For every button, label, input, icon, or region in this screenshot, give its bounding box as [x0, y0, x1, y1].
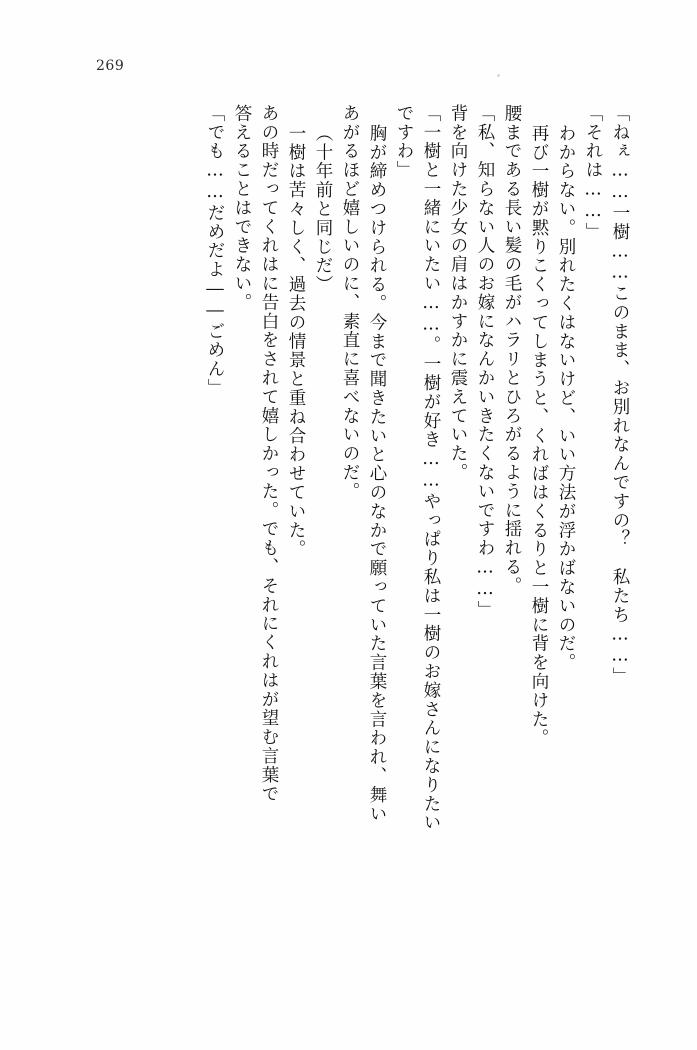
text-column: 「私、知らない人のお嫁になんかいきたくないですわ……」	[475, 104, 495, 620]
vertical-text-body	[88, 104, 628, 984]
text-column: 答えることはできない。	[232, 104, 252, 312]
text-column: ですわ」	[394, 104, 414, 180]
text-column: 「それは……」	[583, 104, 603, 242]
text-column: （十年前と同じだ）	[313, 124, 333, 295]
text-column: 腰まである長い髪の毛がハラリとひろがるように揺れる。	[502, 104, 522, 596]
page-number: 269	[96, 58, 125, 74]
text-column: 胸が締めつけられる。今まで聞きたいと心のなかで願っていた言葉を言われ、舞い	[367, 124, 387, 824]
text-column: あの時だってくれはに告白をされて嬉しかった。でも、それにくれはが望む言葉で	[259, 104, 279, 804]
scan-speck	[497, 74, 500, 77]
text-column: わからない。別れたくはないけど、いい方法が浮かばないのだ。	[556, 124, 576, 673]
text-column: 「ねぇ……一樹……このまま、お別れなんですの？ 私たち……」	[610, 104, 630, 686]
text-column: 再び一樹が黙りこくってしまうと、くればはくるりと一樹に背を向けた。	[529, 124, 549, 748]
text-column: 「でも……だめだよ――ごめん」	[205, 104, 225, 398]
text-column: あがるほど嬉しいのに、素直に喜べないのだ。	[340, 104, 360, 501]
text-column: 「一樹と一緒にいたい……。一樹が好き……やっぱり私は一樹のお嫁さんになりたい	[421, 104, 441, 833]
text-column: 背を向けた少女の肩はかすかに震えていた。	[448, 104, 468, 482]
text-column: 一樹は苦々しく、過去の情景と重ね合わせていた。	[286, 124, 306, 559]
